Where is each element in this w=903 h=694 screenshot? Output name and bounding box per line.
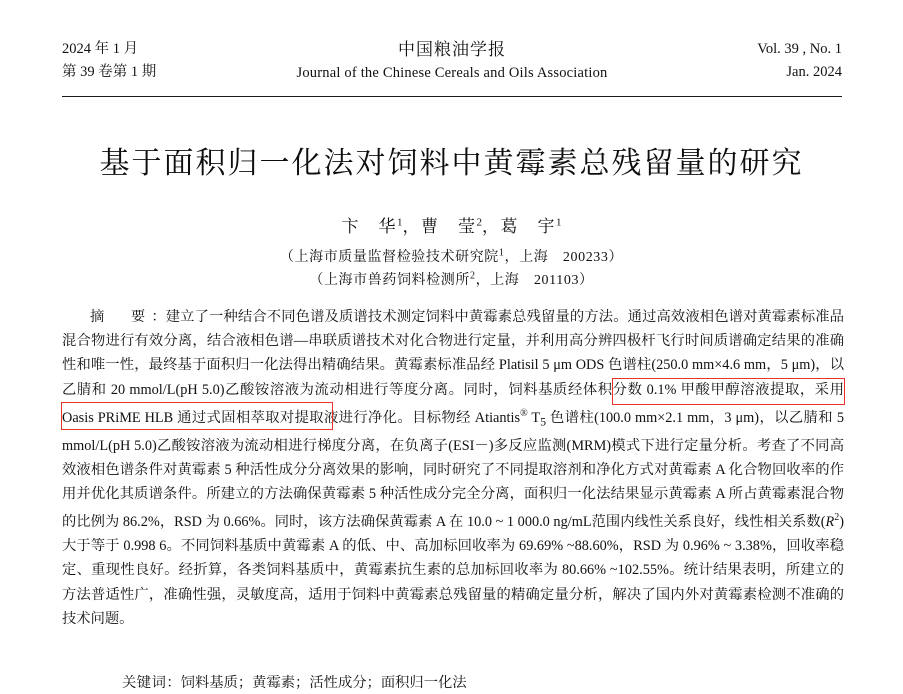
affiliation-2: （上海市兽药饲料检测所$^2$，上海 201103） [309, 270, 594, 288]
abstract-block [62, 305, 844, 631]
keywords-label: 关键词 [122, 675, 167, 691]
issue-date-en: Jan. 2024 [786, 64, 842, 81]
running-head-left [62, 38, 232, 85]
running-head-right [672, 38, 842, 85]
issue-date: 2024 年 1 月 [62, 41, 139, 57]
header-divider [62, 96, 842, 97]
keywords-text: ：饲料基质；黄霉素；活性成分；面积归一化法 [166, 675, 467, 691]
journal-name-cn: 中国粮油学报 [398, 40, 506, 59]
volume-issue: 第 39 卷第 1 期 [62, 64, 157, 81]
abstract-label: 摘 要 [90, 309, 152, 325]
journal-name-en: Journal of the Chinese Cereals and Oils Association [296, 64, 608, 81]
abstract-paragraph: 摘 要：建立了一种结合不同色谱及质谱技术测定饲料中黄霉素总残留量的方法。通过高效液相色谱对黄霉素标准品混合物进行有效分离，结合液相色谱—串联质谱技术对化合物进行定量，并利用高分辨四极杆飞行时间质谱确定结果的准确性和唯一性，最终基于面积归一化法得出精确结果。黄霉素标准品经 Platisil 5 μm ODS 色谱柱(250.0 mm×4.6 mm，5 μm)，以乙腈和 20 mmol/L(pH 5.0)乙酸铵溶液为流动相进行等度分离。同时，饲料基质经体积分数 0.1% 甲酸甲醇溶液提取，采用 Oasis PRiME HLB 通过式固相萃取对提取液进行净化。目标物经 Atiantis® $T_5$ 色谱柱(100.0 mm×2.1 mm，3 μm)，以乙腈和 5 mmol/L(pH 5.0)乙酸铵溶液为流动相进行梯度分离，在负离子(ESI－)多反应监测(MRM)模式下进行定量分析。考查了不同高效液相色谱条件对黄霉素 5 种活性成分分离效果的影响，同时研究了不同提取溶剂和净化方式对黄霉素 A 化合物回收率的作用并优化其质谱条件。所建立的方法确保黄霉素 5 种活性成分完全分离，面积归一化法结果显示黄霉素 A 所占黄霉素混合物的比例为 86.2%，RSD 为 0.66%。同时，该方法确保黄霉素 A 在 10.0 ~ 1 000.0 ng/mL范围内线性关系良好，线性相关系数(R$^2$)大于等于 0.998 6。不同饲料基质中黄霉素 A 的低、中、高加标回收率为 69.69% ~88.60%，RSD 为 0.96% ~ 3.38%，回收率稳定、重现性良好。经折算，各类饲料基质中，黄霉素抗生素的总加标回收率为 80.66% ~102.55%。统计结果表明，所建立的方法普适性广，准确性强，灵敏度高，适用于饲料中黄霉素总残留量的精确定量分析，解决了国内外对黄霉素检测不准确的技术问题。 [62, 309, 845, 627]
author-list: 卞 华$^1$，曹 莹$^2$，葛 宇$^1$ [341, 216, 562, 236]
volume-number-en: Vol. 39 , No. 1 [757, 41, 842, 57]
paper-title: 基于面积归一化法对饲料中黄霉素总残留量的研究 [99, 147, 804, 180]
keywords-block [62, 672, 844, 694]
affiliation-1: （上海市质量监督检验技术研究院$^1$，上海 200233） [279, 247, 624, 265]
running-head [62, 38, 842, 85]
journal-name [232, 38, 672, 84]
